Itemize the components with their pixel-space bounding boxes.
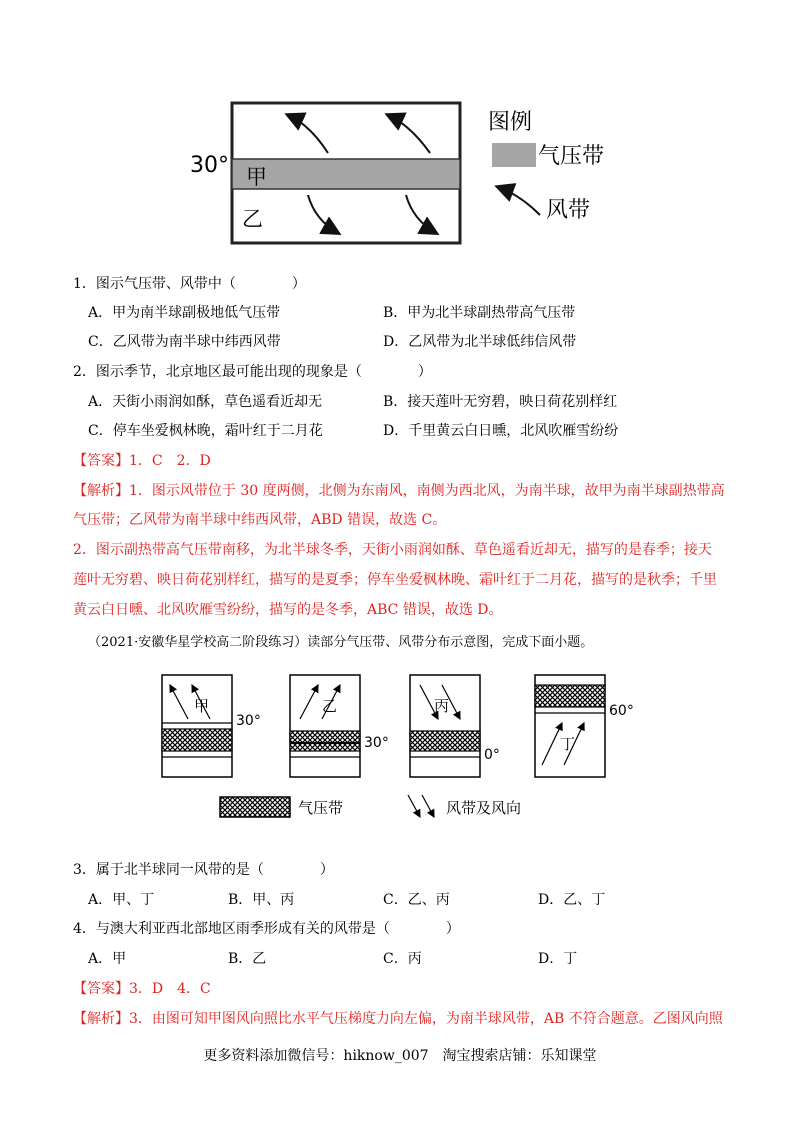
panel-bing-label: 丙: [434, 697, 450, 715]
legend-wind-label: 风带: [546, 198, 591, 223]
q2-option-d: D．千里黄云白日曛，北风吹雁雪纷纷: [383, 423, 619, 439]
analysis-line-2: 气压带；乙风带为南半球中纬西风带，ABD 错误，故选 C。: [73, 512, 447, 528]
analysis-2-line-1: 【解析】3．由图可知甲图风向照比水平气压梯度力向左偏，为南半球风带，AB 不符合题意。乙图风向照: [73, 1011, 723, 1027]
figure-1: [180, 95, 640, 255]
analysis-line-5: 黄云白日曛、北风吹雁雪纷纷，描写的是冬季，ABC 错误，故选 D。: [73, 602, 503, 618]
q2-option-a: A．天街小雨润如酥，草色遥看近却无: [88, 394, 323, 410]
answer-1-2: 【答案】1．C 2．D: [73, 453, 211, 469]
q1-option-b: B．甲为北半球副热带高气压带: [383, 305, 576, 321]
figure-2: [150, 665, 650, 835]
latitude-30-label: 30°: [190, 153, 229, 178]
analysis-line-3: 2．图示副热带高气压带南移，为北半球冬季，天街小雨润如酥、草色遥看近却无，描写的是春季；接天: [73, 542, 712, 558]
q1-option-c: C．乙风带为南半球中纬西风带: [88, 334, 281, 350]
q3-option-b: B．甲、丙: [228, 892, 295, 908]
panel-ding-label: 丁: [560, 735, 576, 753]
legend-pressure-label: 气压带: [538, 144, 605, 169]
q2-option-b: B．接天莲叶无穷碧，映日荷花别样红: [383, 394, 618, 410]
legend-title: 图例: [488, 110, 533, 135]
analysis-line-4: 莲叶无穷碧、映日荷花别样红，描写的是夏季；停车坐爱枫林晚、霜叶红于二月花，描写的是秋季；千里: [73, 572, 717, 588]
panel-bing-lat: 0°: [484, 747, 500, 763]
q4-option-c: C．丙: [383, 951, 422, 967]
belt-jia-label: 甲: [246, 165, 267, 189]
legend-wind-direction-label: 风带及风向: [446, 799, 522, 817]
q3-option-a: A．甲、丁: [88, 892, 155, 908]
answer-3-4: 【答案】3．D 4．C: [73, 981, 211, 997]
q4-stem: 4．与澳大利亚西北部地区雨季形成有关的风带是（ ）: [73, 921, 460, 937]
source-line: （2021·安徽华星学校高二阶段练习）读部分气压带、风带分布示意图，完成下面小题。: [88, 635, 594, 650]
panel-jia-label: 甲: [194, 697, 210, 715]
q1-option-d: D．乙风带为北半球低纬信风带: [383, 334, 577, 350]
q3-stem: 3．属于北半球同一风带的是（ ）: [73, 862, 334, 878]
q2-option-c: C．停车坐爱枫林晚，霜叶红于二月花: [88, 423, 323, 439]
panel-jia-lat: 30°: [236, 713, 261, 729]
q3-option-d: D．乙、丁: [538, 892, 606, 908]
q4-option-a: A．甲: [88, 951, 127, 967]
page-footer: 更多资料添加微信号：hiknow_007 淘宝搜索店铺：乐知课堂: [203, 1048, 597, 1064]
belt-yi-label: 乙: [242, 207, 263, 231]
panel-yi-label: 乙: [322, 697, 338, 715]
q2-stem: 2．图示季节，北京地区最可能出现的现象是（ ）: [73, 364, 432, 380]
q4-option-b: B．乙: [228, 951, 267, 967]
q4-option-d: D．丁: [538, 951, 578, 967]
analysis-line-1: 【解析】1．图示风带位于 30 度两侧，北侧为东南风，南侧为西北风，为南半球，故甲为南半球副热带高: [73, 483, 725, 499]
q1-option-a: A．甲为南半球副极地低气压带: [88, 305, 281, 321]
q1-stem: 1．图示气压带、风带中（ ）: [73, 276, 306, 292]
panel-ding-lat: 60°: [609, 703, 634, 719]
panel-yi-lat: 30°: [364, 735, 389, 751]
legend-pressure-belt-label: 气压带: [298, 799, 344, 817]
q3-option-c: C．乙、丙: [383, 892, 450, 908]
